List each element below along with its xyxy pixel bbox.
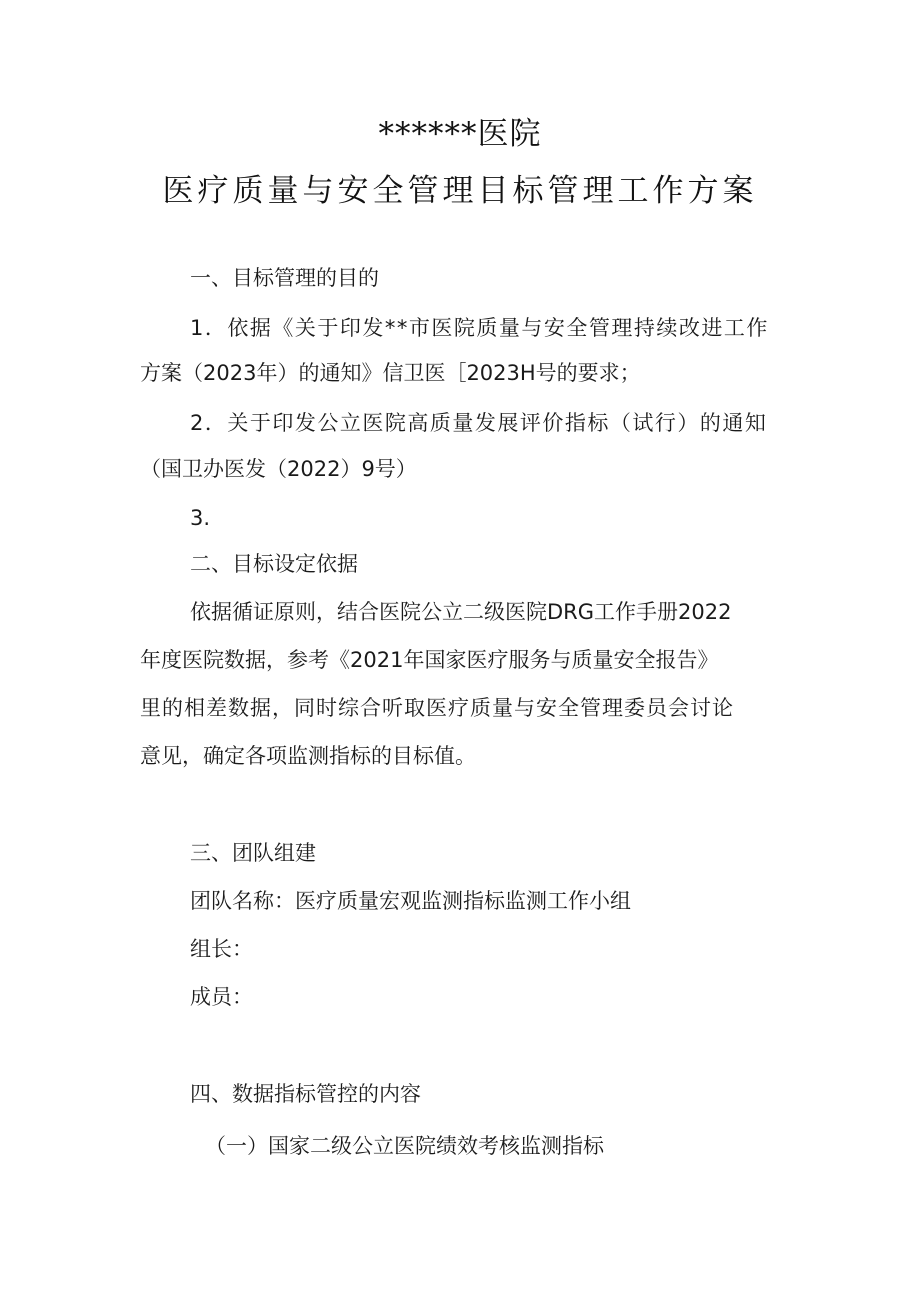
subsection-1: （一）国家二级公立医院绩效考核监测指标 <box>205 1134 604 1158</box>
section-heading-1: 一、目标管理的目的 <box>190 266 379 290</box>
paragraph-2-line-1: 依据循证原则，结合医院公立二级医院DRG工作手册2022 <box>190 600 732 624</box>
paragraph-2-line-2: 年度医院数据，参考《2021年国家医疗服务与质量安全报告》 <box>140 648 719 672</box>
item-1-line-2: 方案（2023年）的通知》信卫医［2023H号的要求； <box>140 361 641 385</box>
section-heading-2: 二、目标设定依据 <box>190 552 358 576</box>
hospital-name: ******医院 <box>378 116 542 152</box>
item-2-line-1: 2．关于印发公立医院高质量发展评价指标（试行）的通知 <box>190 411 768 435</box>
section-heading-4: 四、数据指标管控的内容 <box>190 1082 421 1106</box>
paragraph-2-line-4: 意见，确定各项监测指标的目标值。 <box>140 744 476 768</box>
item-3: 3. <box>190 506 211 530</box>
item-1-line-1: 1．依据《关于印发**市医院质量与安全管理持续改进工作 <box>190 316 769 340</box>
document-title: 医疗质量与安全管理目标管理工作方案 <box>162 173 758 209</box>
item-2-line-2: （国卫办医发（2022）9号） <box>140 457 417 481</box>
team-name: 团队名称：医疗质量宏观监测指标监测工作小组 <box>190 889 631 913</box>
paragraph-2-line-3: 里的相差数据，同时综合听取医疗质量与安全管理委员会讨论 <box>140 696 734 720</box>
team-leader: 组长： <box>190 937 253 961</box>
section-heading-3: 三、团队组建 <box>190 841 316 865</box>
team-members: 成员： <box>190 985 253 1009</box>
